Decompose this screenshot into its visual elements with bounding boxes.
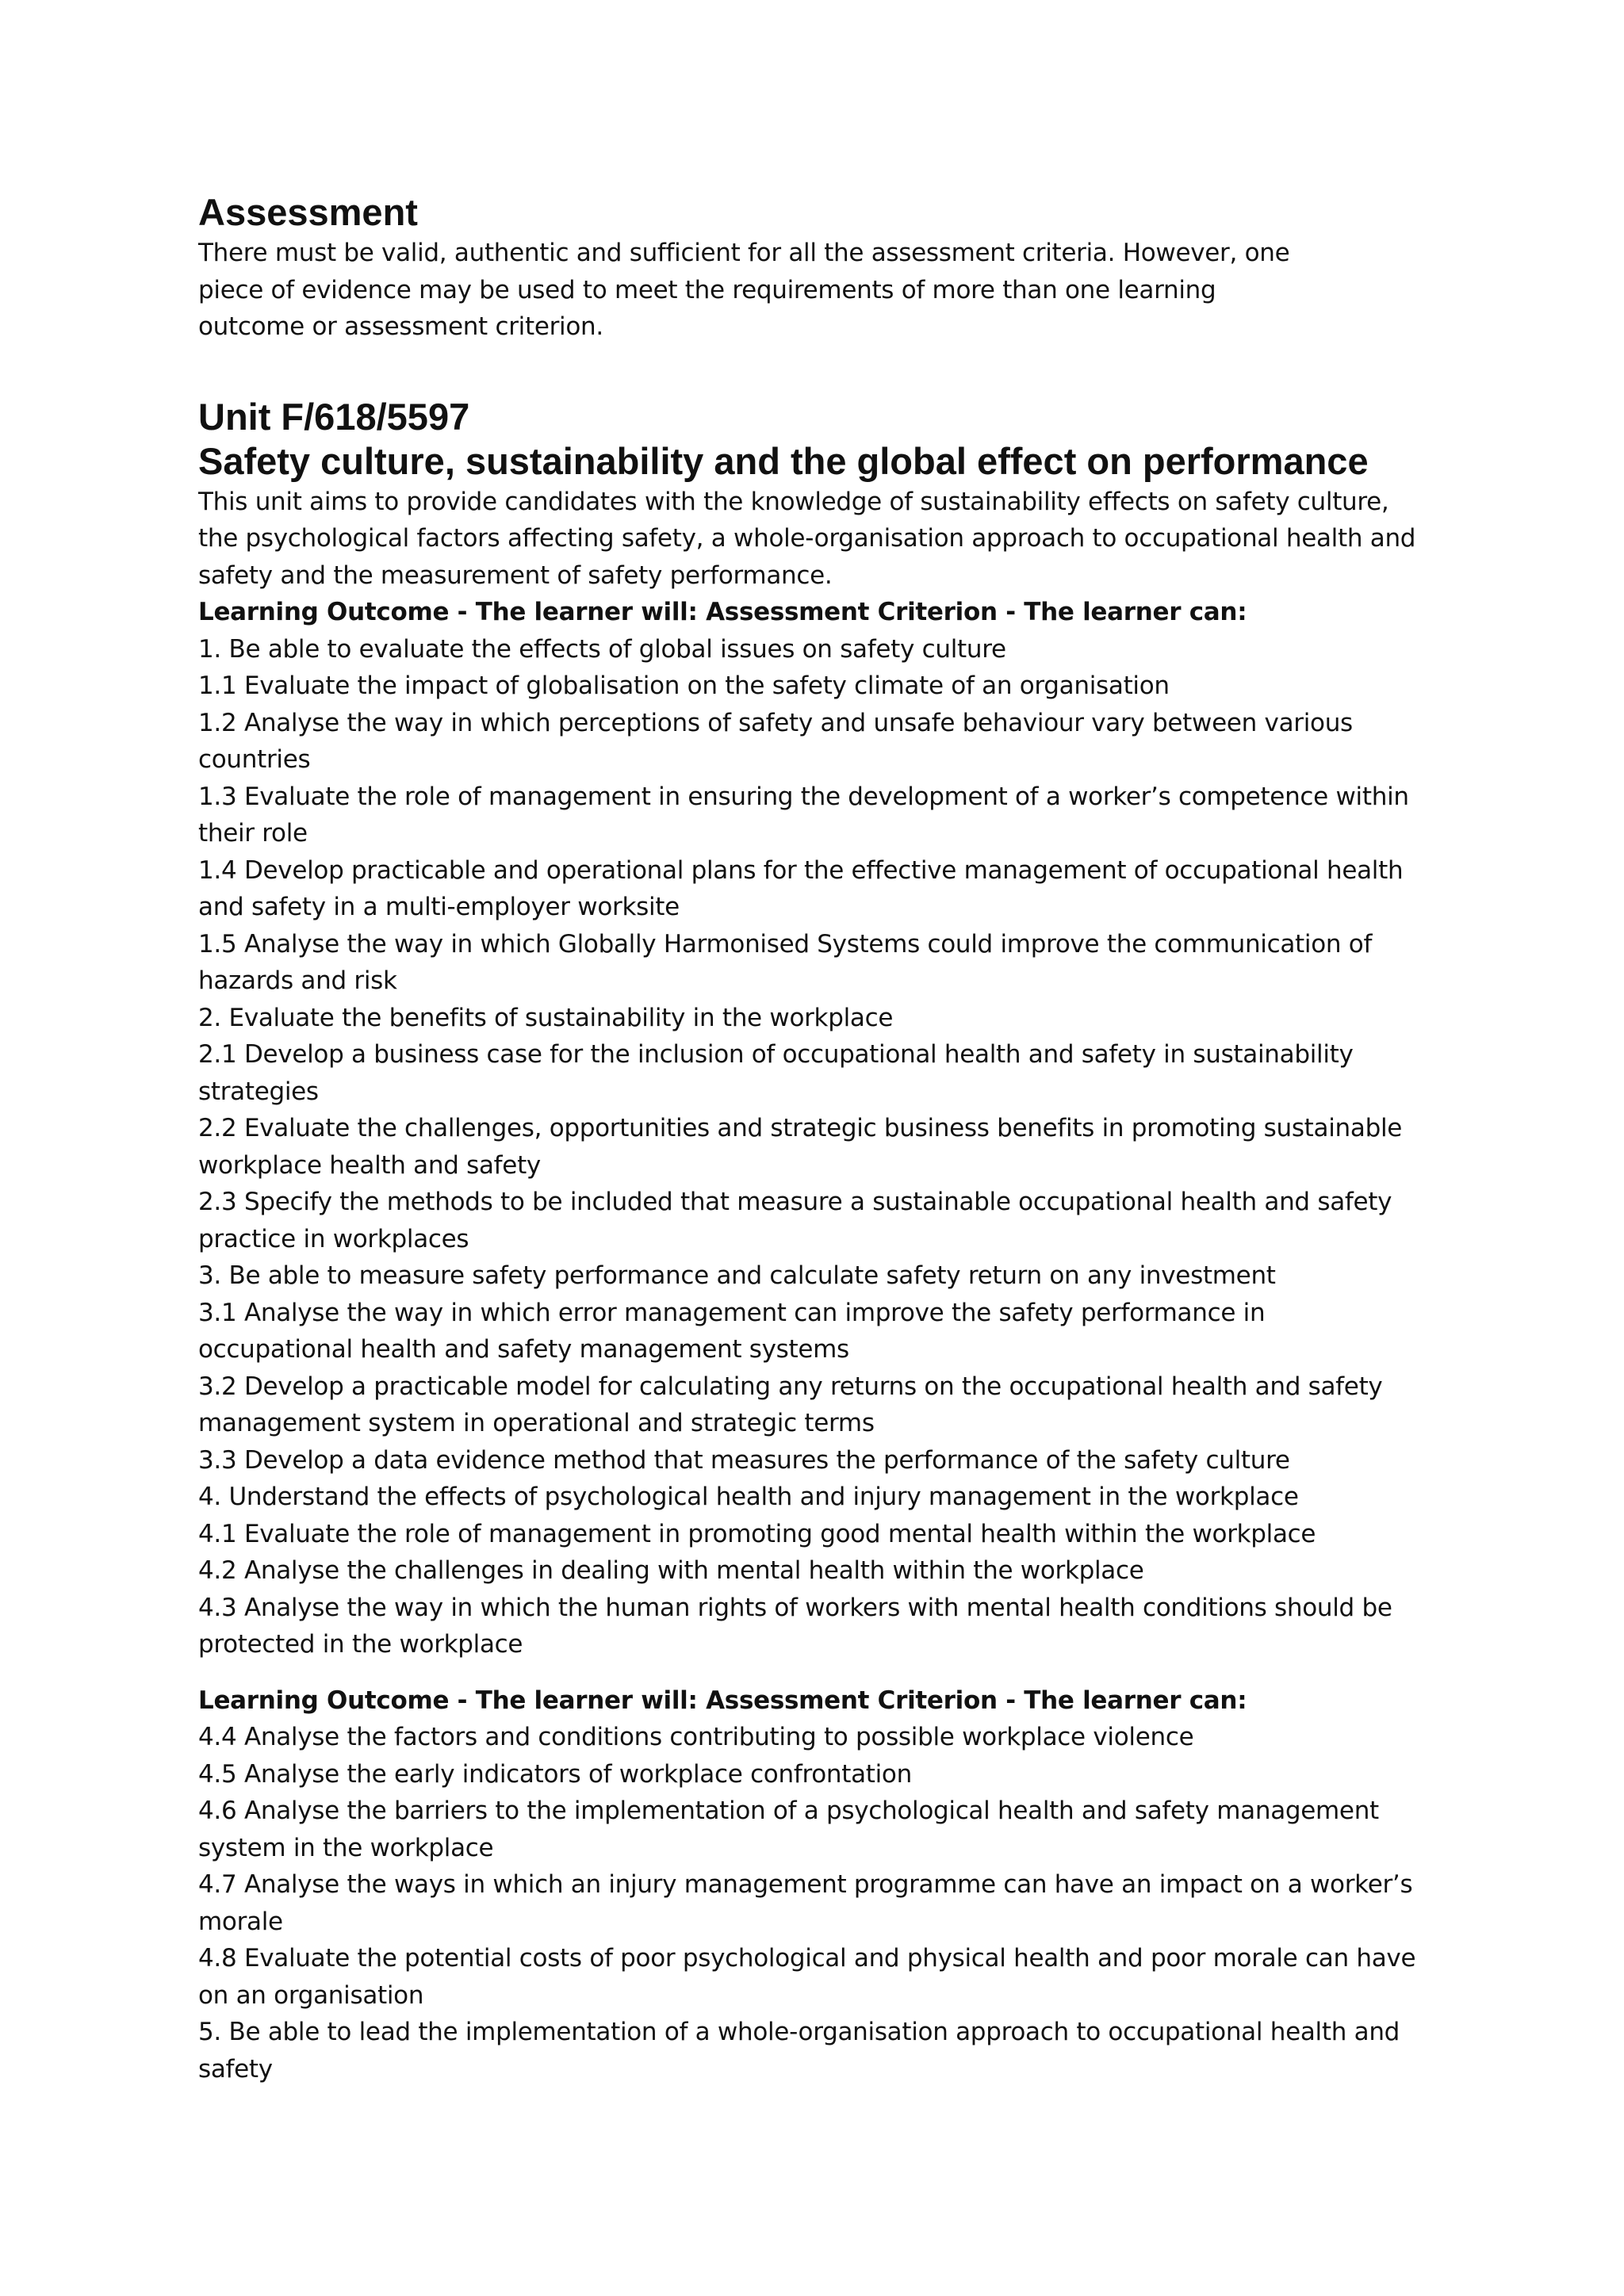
unit-title: Safety culture, sustainability and the global effect on performance <box>198 439 1369 482</box>
outcome-line: their role <box>198 819 308 848</box>
outcome-line: 4.7 Analyse the ways in which an injury management programme can have an impact on a worker’s <box>198 1870 1413 1899</box>
outcome-line: 4.8 Evaluate the potential costs of poor psychological and physical health and poor morale can have <box>198 1944 1416 1973</box>
assessment-line: outcome or assessment criterion. <box>198 312 603 341</box>
outcome-line: 1. Be able to evaluate the effects of global issues on safety culture <box>198 634 1006 664</box>
outcome-line: 4.3 Analyse the way in which the human rights of workers with mental health conditions should be <box>198 1593 1392 1622</box>
outcome-line: on an organisation <box>198 1980 424 2010</box>
assessment-line: There must be valid, authentic and sufficient for all the assessment criteria. However, one <box>198 239 1290 267</box>
outcome-line: safety <box>198 2054 273 2084</box>
outcome-line: 4.2 Analyse the challenges in dealing with mental health within the workplace <box>198 1556 1144 1585</box>
outcomes-list-continued <box>198 1719 1451 2087</box>
assessment-line: piece of evidence may be used to meet the requirements of more than one learning <box>198 275 1216 304</box>
outcome-line: 2.1 Develop a business case for the inclusion of occupational health and safety in sustainability <box>198 1040 1354 1069</box>
outcome-line: 3.3 Develop a data evidence method that measures the performance of the safety culture <box>198 1445 1290 1475</box>
unit-intro <box>198 484 1451 595</box>
outcome-line: management system in operational and strategic terms <box>198 1409 875 1437</box>
outcome-line: 4. Understand the effects of psychological health and injury management in the workplace <box>198 1483 1299 1511</box>
outcome-line: 4.6 Analyse the barriers to the implementation of a psychological health and safety management <box>198 1797 1379 1825</box>
outcome-line: 2.2 Evaluate the challenges, opportunities and strategic business benefits in promoting sustainable <box>198 1114 1403 1142</box>
section-spacer <box>198 346 1451 395</box>
outcome-line: 4.4 Analyse the factors and conditions contributing to possible workplace violence <box>198 1723 1194 1751</box>
outcome-line: countries <box>198 745 311 774</box>
outcome-line: hazards and risk <box>198 966 397 995</box>
unit-code: Unit F/618/5597 <box>198 395 470 438</box>
outcome-line: morale <box>198 1907 283 1936</box>
outcome-line: 4.5 Analyse the early indicators of workplace confrontation <box>198 1759 912 1789</box>
outcome-line: 3.2 Develop a practicable model for calculating any returns on the occupational health and safety <box>198 1372 1383 1401</box>
outcome-line: 5. Be able to lead the implementation of a whole-organisation approach to occupational health and <box>198 2018 1400 2046</box>
outcome-line: strategies <box>198 1077 319 1106</box>
document-page <box>198 190 1451 2087</box>
outcome-line: occupational health and safety management systems <box>198 1335 849 1364</box>
unit-intro-line: This unit aims to provide candidates with the knowledge of sustainability effects on safety culture, <box>198 487 1389 516</box>
unit-intro-line: the psychological factors affecting safety, a whole-organisation approach to occupational health and <box>198 524 1416 553</box>
outcome-line: 1.2 Analyse the way in which perceptions of safety and unsafe behaviour vary between various <box>198 708 1353 737</box>
outcome-line: 3.1 Analyse the way in which error management can improve the safety performance in <box>198 1298 1266 1327</box>
outcome-line: 1.4 Develop practicable and operational plans for the effective management of occupational health <box>198 855 1404 885</box>
outcomes-table-header-continued: Learning Outcome - The learner will: Assessment Criterion - The learner can: <box>198 1686 1247 1715</box>
outcomes-table-header: Learning Outcome - The learner will: Assessment Criterion - The learner can: <box>198 598 1247 626</box>
assessment-paragraph <box>198 235 1451 346</box>
assessment-heading: Assessment <box>198 191 418 233</box>
outcome-line: 1.5 Analyse the way in which Globally Harmonised Systems could improve the communication of <box>198 929 1373 959</box>
outcome-line: 1.1 Evaluate the impact of globalisation on the safety climate of an organisation <box>198 672 1170 700</box>
outcome-line: 4.1 Evaluate the role of management in promoting good mental health within the workplace <box>198 1519 1316 1548</box>
unit-intro-line: safety and the measurement of safety performance. <box>198 561 833 590</box>
outcome-line: protected in the workplace <box>198 1630 523 1659</box>
outcome-line: 2. Evaluate the benefits of sustainability in the workplace <box>198 1003 894 1032</box>
outcome-line: workplace health and safety <box>198 1150 541 1180</box>
outcomes-list <box>198 631 1451 1663</box>
outcome-line: 2.3 Specify the methods to be included that measure a sustainable occupational health and safety <box>198 1188 1392 1216</box>
outcome-line: 1.3 Evaluate the role of management in ensuring the development of a worker’s competence within <box>198 782 1409 811</box>
outcome-line: system in the workplace <box>198 1833 494 1862</box>
table-spacer <box>198 1663 1451 1682</box>
outcome-line: 3. Be able to measure safety performance and calculate safety return on any investment <box>198 1261 1276 1290</box>
outcome-line: practice in workplaces <box>198 1224 469 1253</box>
outcome-line: and safety in a multi-employer worksite <box>198 893 680 921</box>
